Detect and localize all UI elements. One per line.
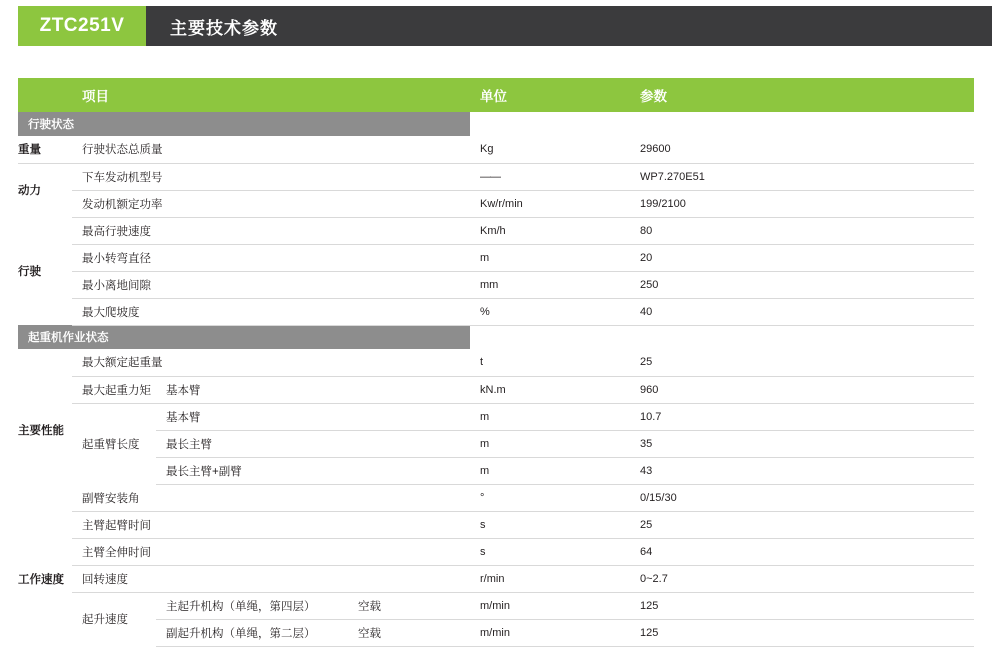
row-unit: t: [470, 349, 630, 376]
table-row: [18, 217, 974, 244]
row-item: 最大额定起重量: [72, 349, 470, 376]
table-row: [18, 619, 974, 646]
group-label-performance: 主要性能: [18, 425, 64, 437]
section-label-crane: 起重机作业状态: [18, 325, 470, 349]
group-label-power: 动力: [18, 185, 41, 198]
row-subitem: 基本臂: [156, 403, 470, 430]
table-row: [18, 538, 974, 565]
row-value: 64: [630, 538, 974, 565]
page-title: 主要技术参数: [146, 6, 992, 46]
row-item: 最大爬坡度: [72, 298, 470, 325]
section-row-driving: [18, 112, 974, 136]
row-value: 960: [630, 376, 974, 403]
row-unit: m: [470, 244, 630, 271]
row-item: 起重臂长度: [82, 438, 140, 451]
row-value: 25: [630, 349, 974, 376]
row-unit: °: [470, 484, 630, 511]
header-cell-param: 参数: [630, 78, 974, 112]
row-unit: s: [470, 511, 630, 538]
row-item: 发动机额定功率: [72, 190, 470, 217]
row-value: 29600: [630, 136, 974, 163]
header-cell-unit: 单位: [470, 78, 630, 112]
header-cell-item: 项目: [72, 78, 470, 112]
row-value: 0~2.7: [630, 565, 974, 592]
row-subitem-2: 空载: [348, 592, 470, 619]
row-item: 最高行驶速度: [72, 217, 470, 244]
table-row: [18, 190, 974, 217]
table-row: [18, 244, 974, 271]
row-unit: m/min: [470, 619, 630, 646]
row-unit: m/min: [470, 592, 630, 619]
section-spacer-unit-2: [470, 325, 630, 349]
row-item: 起升速度: [82, 614, 128, 627]
table-row: [18, 298, 974, 325]
row-unit: r/min: [470, 565, 630, 592]
table-row: [18, 349, 974, 376]
table-row: [18, 484, 974, 511]
row-value: 25: [630, 511, 974, 538]
row-item: 行驶状态总质量: [72, 136, 470, 163]
header-cell-blank: [18, 78, 72, 112]
row-value: WP7.270E51: [630, 163, 974, 190]
row-item: 最大起重力矩: [72, 376, 156, 403]
row-unit: Km/h: [470, 217, 630, 244]
row-item: 副臂安装角: [72, 484, 470, 511]
row-value: 199/2100: [630, 190, 974, 217]
page-header: [0, 6, 992, 46]
row-value: 0/15/30: [630, 484, 974, 511]
section-spacer-param-2: [630, 325, 974, 349]
table-row: [18, 403, 974, 430]
row-unit: Kg: [470, 136, 630, 163]
row-item: 最小离地间隙: [72, 271, 470, 298]
table-row: [18, 430, 974, 457]
row-unit: m: [470, 457, 630, 484]
row-value: 35: [630, 430, 974, 457]
row-item: 主臂全伸时间: [72, 538, 470, 565]
group-label-weight: 重量: [18, 136, 72, 163]
group-label-speed: 工作速度: [18, 573, 64, 586]
row-value: 250: [630, 271, 974, 298]
table-row: [18, 376, 974, 403]
row-subitem: 副起升机构（单绳，第二层）: [156, 619, 348, 646]
table-header-row: [18, 78, 974, 112]
section-row-crane: [18, 325, 974, 349]
row-value: 20: [630, 244, 974, 271]
row-item: 最小转弯直径: [72, 244, 470, 271]
row-unit: mm: [470, 271, 630, 298]
row-unit: Kw/r/min: [470, 190, 630, 217]
model-badge: ZTC251V: [18, 6, 146, 46]
row-unit: ——: [470, 163, 630, 190]
header-left-spacer: [0, 6, 18, 46]
spec-table-wrap: [18, 78, 974, 647]
group-label-drive: 行驶: [18, 266, 41, 278]
row-unit: kN.m: [470, 376, 630, 403]
row-unit: m: [470, 403, 630, 430]
row-subitem: 主起升机构（单绳，第四层）: [156, 592, 348, 619]
row-value: 125: [630, 592, 974, 619]
row-subitem: 基本臂: [156, 376, 470, 403]
row-item: 下车发动机型号: [72, 163, 470, 190]
table-row: [18, 136, 974, 163]
table-row: [18, 565, 974, 592]
table-row: [18, 457, 974, 484]
row-item: 回转速度: [72, 565, 470, 592]
row-subitem: 最长主臂: [156, 430, 470, 457]
row-unit: m: [470, 430, 630, 457]
table-row: [18, 271, 974, 298]
row-unit: s: [470, 538, 630, 565]
row-value: 80: [630, 217, 974, 244]
section-label-driving: 行驶状态: [18, 112, 470, 136]
table-row: [18, 592, 974, 619]
row-item: 主臂起臂时间: [72, 511, 470, 538]
section-spacer-unit-1: [470, 112, 630, 136]
row-subitem-2: 空载: [348, 619, 470, 646]
row-value: 40: [630, 298, 974, 325]
row-subitem: 最长主臂+副臂: [156, 457, 470, 484]
spec-table: [18, 78, 974, 647]
row-value: 125: [630, 619, 974, 646]
row-value: 43: [630, 457, 974, 484]
row-value: 10.7: [630, 403, 974, 430]
row-unit: %: [470, 298, 630, 325]
table-row: [18, 163, 974, 190]
section-spacer-param-1: [630, 112, 974, 136]
table-row: [18, 511, 974, 538]
